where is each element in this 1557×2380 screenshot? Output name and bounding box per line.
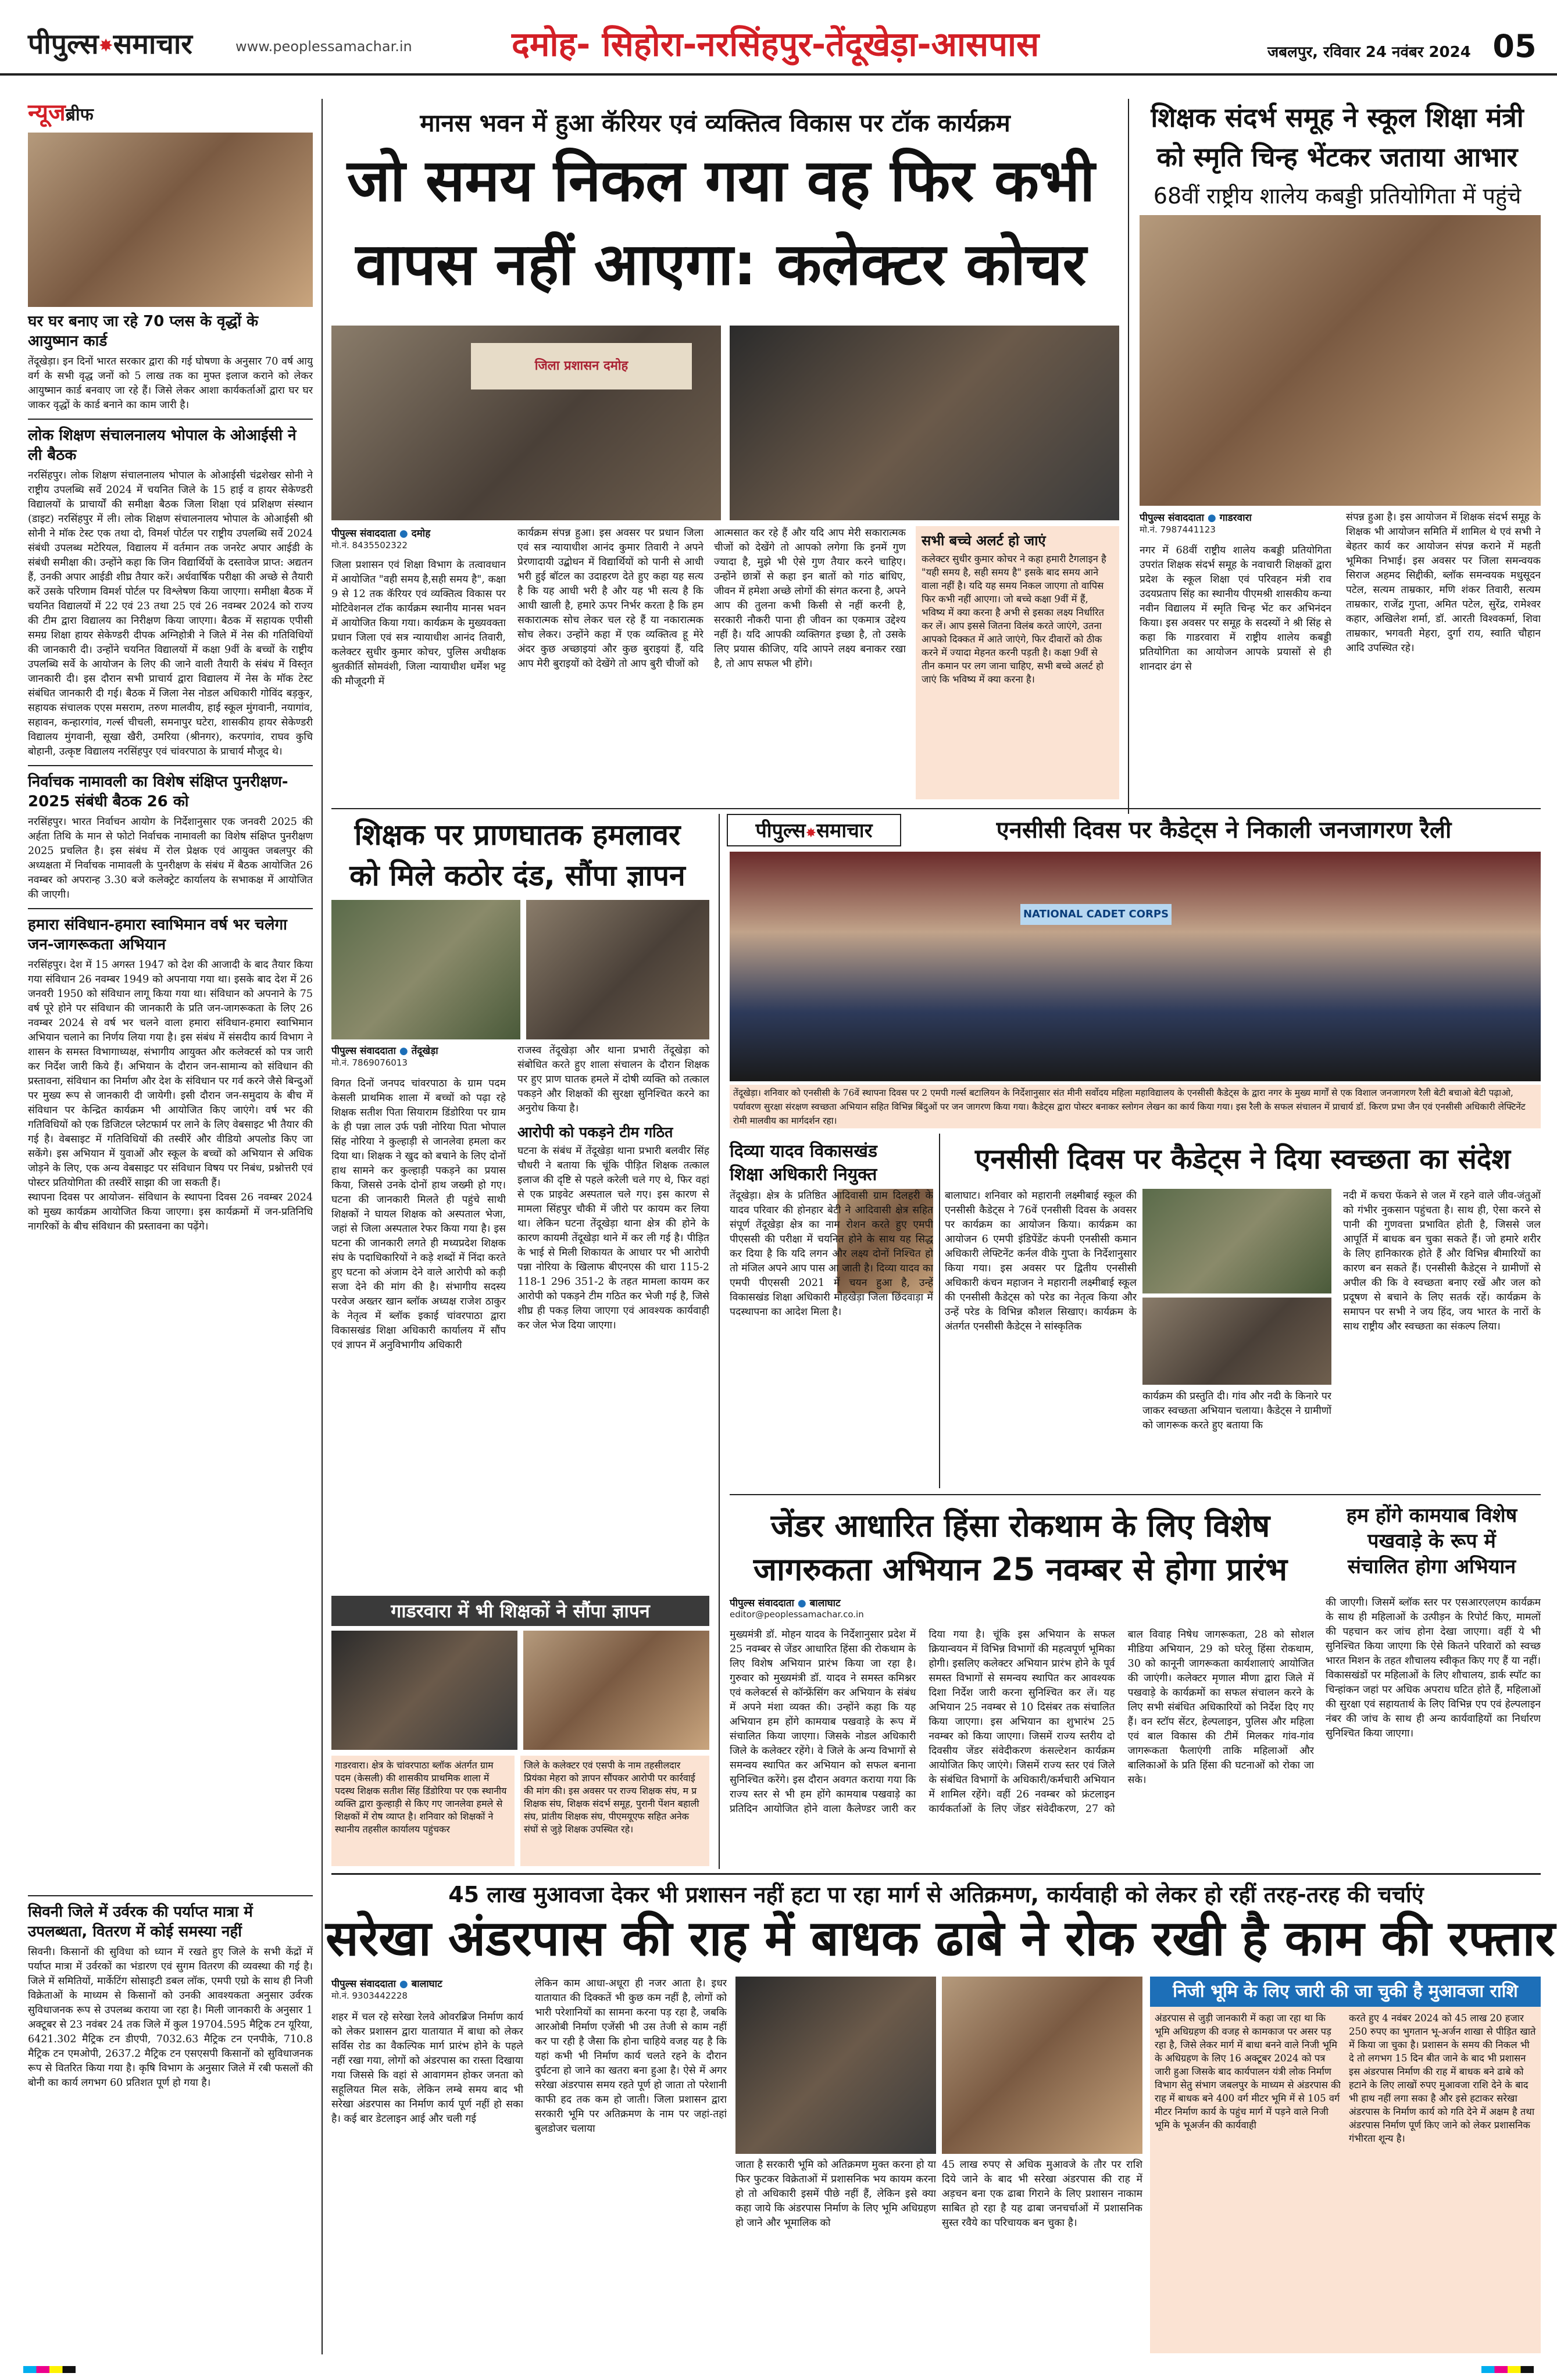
brief-headline-fertilizer: सिवनी जिले में उर्वरक की पर्याप्त मात्रा में उपलब्धता, वितरण में कोई समस्या नहीं xyxy=(28,1903,253,1941)
attack-body-col1: विगत दिनों जनपद चांवरपाठा के ग्राम पदम केसली प्राथमिक शाला में बच्चों को पढ़ा रहे शिक्षक सतीश पिता सियाराम डिंडोरिया पर ग्राम के ही पन्ना लाल उर्फ पन्नी नोरिया पिता भोपाल सिंह नोरिया ने कुल्हाड़ी से जानलेवा हमला कर दिया था। शिक्षक ने खुद को बचाने के लिए दोनों हाथ सामने कर कुल्हाड़ी पकड़ने का प्रयास किया, जिससे उनके दोनों हाथ जख्मी हो गए। घटना की जानकारी मिलते ही पहुंचे साथी शिक्षकों ने घायल शिक्षक को अस्पताल भेजा, जहां से जिला अस्पताल रेफर किया गया है। इस घटना की जानकारी लगते ही मध्यप्रदेश शिक्षक संघ के पदाधिकारियों ने कड़े शब्दों में निंदा करते हुए घटना को अंजाम देने वाले आरोपी को कड़ी सजा देने की मांग की है। संभागीय सदस्य परवेज अख्तर खान ब्लॉक अध्यक्ष राजेश ठाकुर के नेतृत्व में ब्लॉक इकाई चांवरपाठा द्वारा विकासखंड शिक्षा अधिकारी कार्यालय में सौंप एवं ज्ञापन में अनुविभागीय अधिकारी xyxy=(331,1078,506,1351)
underpass-col1: शहर में चल रहे सरेखा रेलवे ओवरब्रिज निर्माण कार्य को लेकर प्रशासन द्वारा यातायात में बाधा को लेकर सर्विस रोड का वैकल्पिक मार्ग प्रारंभ होने के पहले नहीं रखा गया, लोगों को अंडरपास का रास्ता दिखाया गया जिससे कि वहां से आवागमन होकर जनता को सहूलियत मिल सके, लेकिन लम्बे समय बाद भी सरेखा अंडरपास का निर्माण कार्य पूर्ण नहीं हो सका है। कई बार डेटलाइन आई और चली गई xyxy=(331,2011,523,2125)
brief-body-electoral: नरसिंहपुर। भारत निर्वाचन आयोग के निर्देशानुसार एक जनवरी 2025 की अर्हता तिथि के मान से फोटो निर्वाचक नामावली का विशेष संक्षिप्त पुनरीक्षण 2025 प्रचलित है। इस संबंध में रोल प्रेक्षक एवं आयुक्त जबलपुर की अध्यक्षता में निर्वाचक नामावली के पुनरीक्षण के संबंध में बैठक आयोजित 26 नवम्बर को अपरान्ह 3.30 बजे कलेक्ट्रेट कार्यालय के सभाकक्ष में आयोजित की जाएगी। xyxy=(28,816,313,900)
news-brief-label-b: ब्रीफ xyxy=(65,105,94,125)
credit-name: पीपुल्स संवाददाता xyxy=(331,1978,396,1990)
brief-headline-electoral: निर्वाचक नामावली का विशेष संक्षिप्त पुनरीक्षण- 2025 संबंधी बैठक 26 को xyxy=(28,773,288,810)
lead-mobile: मो.नं. 8435502322 xyxy=(331,540,408,551)
attack-photo-left xyxy=(331,900,520,1039)
news-brief-column xyxy=(28,99,313,1872)
ncc-clean-col3: नदी में कचरा फेंकने से जल में रहने वाले जीव-जंतुओं को गंभीर नुकसान पहुंचता है। साथ ही, ऐसा करने से पानी की गुणवत्ता प्रभावित होती है, जिससे जल आपूर्ति में बाधक बन चुका सकते हैं। जो हमारे शरीर के लिए हानिकारक होते हैं और विभिन्न बीमारियों का कारण बन सकते हैं। एनसीसी कैडेट्स ने ग्रामीणों से अपील की कि वे स्वच्छता बनाए रखें और जल को प्रदूषण से बचाने के लिए सतर्क रहें। कार्यक्रम के समापन पर सभी ने जय हिंद, जय भारत के नारों के साथ राष्ट्रीय और स्वच्छता का संकल्प लिया। xyxy=(1343,1190,1541,1332)
row-divider xyxy=(331,1873,1541,1875)
attack-headline-2: को मिले कठोर दंड, सौंपा ज्ञापन xyxy=(349,859,685,892)
underpass-photo-right xyxy=(942,1977,1142,2154)
divider xyxy=(28,419,313,420)
gender-side-headline-3: संचालित होगा अभियान xyxy=(1347,1555,1516,1578)
attack-headline-1: शिक्षक पर प्राणघातक हमलावर xyxy=(354,818,681,852)
memo-heading: गाडरवारा में भी शिक्षकों ने सौंपा ज्ञापन xyxy=(331,1596,709,1626)
brief-fertilizer xyxy=(28,1895,313,2354)
dot-icon: ● xyxy=(797,1598,806,1609)
underpass-caption-right: 45 लाख रुपए से अधिक मुआवजे के तौर पर राशि दिये जाने के बाद भी सरेखा अंडरपास की राह में अड़चन बना एक ढाबा गिराने के लिए प्रशासन नाकाम साबित हो रहा है यह ढाबा जनचर्चाओं में प्रशासनिक सुस्त रवैये का परिचायक बन चुका है। xyxy=(942,2159,1142,2229)
gender-email: editor@peoplessamachar.co.in xyxy=(730,1609,864,1620)
underpass-credit xyxy=(331,1977,523,1990)
right-top-headline-2: को स्मृति चिन्ह भेंटकर जताया आभार xyxy=(1156,141,1518,173)
divider xyxy=(28,765,313,766)
credit-place: गाडरवारा xyxy=(1219,512,1252,524)
title-part-aaspaas: आसपास xyxy=(931,24,1040,64)
ncc-clean-caption: कार्यक्रम की प्रस्तुति दी। गांव और नदी के किनारे पर जाकर स्वच्छता अभियान चलाया। कैडेट्स ने ग्रामीणों को जागरूक करते हुए बताया कि xyxy=(1142,1391,1331,1431)
lead-body-col3: आत्मसात कर रहे हैं और यदि आप मेरी सकारात्मक चीजों को देखेंगे तो आपको लगेगा कि इनमें गुण ज्यादा है, मुझे भी ऐसे गुण तैयार करने चाहिए। उन्होंने छात्रों से कहा इन बातों को गांठ बांधिए, जीवन में हमेशा अच्छे लोगों की संगत करना है, अपने आप की तुलना कभी किसी से नहीं करनी है, सरकारी नौकरी पाना ही जीवन का एकमात्र उद्देश्य नहीं है। यदि आपकी व्यक्तिगत इच्छा है, तो उसके लिए प्रयास कीजिए, यदि आपने लक्ष्य बनाकर रखा है, तो आप सफल भी होंगे। xyxy=(714,527,906,670)
lead-headline-1: जो समय निकल गया वह फिर कभी xyxy=(347,146,1095,215)
right-top-photo xyxy=(1140,215,1541,506)
attack-body-col2b: घटना के संबंध में तेंदूखेड़ा थाना प्रभारी बलवीर सिंह चौधरी ने बताया कि चूंकि पीड़ित शिक्षक तत्काल इलाज की दृष्टि से पहले करेली चले गए थे, फिर वहां से एक प्राइवेट अस्पताल चले गए। इस कारण से मामला सिंहपुर चौकी में जीरो पर कायम कर लिया था। लेकिन घटना तेंदूखेड़ा थाना क्षेत्र की होने के कारण कायमी तेंदूखेड़ा थाने में कर ली गई है। पीड़ित के भाई से मिली शिकायत के आधार पर भी आरोपी पन्ना नोरिया के खिलाफ बीएनएस की धारा 115-2 118-1 296 351-2 के तहत मामला कायम कर आरोपी को पकड़ने टीम गठित कर भेजी गई है, जिसे शीघ्र ही पकड़ लिया जाएगा एवं आवश्यक कार्यवाही कर जेल भेज दिया जाएगा। xyxy=(517,1145,709,1331)
underpass-mobile: मो.नं. 9303442228 xyxy=(331,1991,408,2001)
news-brief-label-a: न्यूज xyxy=(28,99,66,126)
brief-body-fertilizer: सिवनी। किसानों की सुविधा को ध्यान में रखते हुए जिले के सभी केंद्रों में पर्याप्त मात्रा में उर्वरकों का भंडारण एवं सुगम वितरण की व्यवस्था की गई है। जिले में समितियों, मार्केटिंग सोसाइटी डबल लॉक, एमपी एग्रो के साथ ही निजी विक्रेताओं के माध्यम से किसानों को उनकी आवश्यकता अनुसार उर्वरक सुविधाजनक रूप से उपलब्ध कराया जा रहा है। मिली जानकारी के अनुसार 1 अक्टूबर से 23 नवंबर 24 तक जिले में कुल 19704.595 मैट्रिक टन यूरिया, 6421.302 मैट्रिक टन डीएपी, 7032.63 मैट्रिक टन एनपीके, 710.8 मैट्रिक टन एमओपी, 2637.2 मैट्रिक टन एसएसपी किसानों को सुविधाजनक रूप से वितरित किया गया है। कृषि विभाग के अनुसार जिले में रबी फसलों की बोनी का कार्य लगभग 60 प्रतिशत पूर्ण हो गया है। xyxy=(28,1946,313,2089)
column-divider xyxy=(719,814,720,1869)
divya-headline-1: दिव्या यादव विकासखंड xyxy=(730,1141,877,1162)
divider xyxy=(28,1895,313,1896)
cmyk-mark-icon xyxy=(23,2366,76,2373)
lead-box-body: कलेक्टर सुधीर कुमार कोचर ने कहा हमारी टैगलाइन है "यही समय है, सही समय है" इसके बाद समय आने वाला नहीं है। यदि यह समय निकल जाएगा तो वापिस फिर कभी नहीं आएगा। जो बच्चे कक्षा 9वीं में हैं, भविष्य में क्या करना है अभी से इसका लक्ष्य निर्धारित कर लें। आप इससे जितना विलंब करते जाएंगे, उतना आपको दिक्कत में आते जाएंगे, फिर दीवारों को ठीक करने में ज्यादा मेहनत करनी पड़ती है। कक्षा 9वीं से तीन कमान पर लग जाना चाहिए, सभी बच्चे अलर्ट हो जाएं कि भविष्य में क्या करना है। xyxy=(922,553,1106,685)
attack-credit xyxy=(331,1044,506,1057)
gender-body: मुख्यमंत्री डॉ. मोहन यादव के निर्देशानुसार प्रदेश में 25 नवम्बर से जेंडर आधारित हिंसा की रोकथाम के लिए विशेष अभियान प्रारंभ किया जा रहा है। गुरुवार को मुख्यमंत्री डॉ. यादव ने समस्त कमिश्नर एवं कलेक्टर्स से कॉन्फ्रेंसिंग कर अभियान के संबंध में अपने मंशा व्यक्त की। उन्होंने कहा कि यह अभियान हम होंगे कामयाब पखवाड़े के रूप में संचालित किया जाएगा। जिसके नोडल अधिकारी जिले के कलेक्टर रहेंगे। वे जिले के अन्य विभागों से समन्वय स्थापित कर अभियान को सफल बनाना सुनिश्चित करेंगे। इस दौरान अवगत कराया गया कि राज्य स्तर से भी हम होंगे कामयाब पखवाड़े का प्रतिदिन आयोजित होने वाला कैलेण्डर जारी कर दिया गया है। चूंकि इस अभियान के सफल क्रियान्वयन में विभिन्न विभागों की महत्वपूर्ण भूमिका होगी। इसलिए कलेक्टर अभियान प्रारंभ होने के पूर्व समस्त विभागों से समन्वय स्थापित कर आवश्यक दिशा निर्देश जारी करना सुनिश्चित कर लें। यह अभियान 25 नवम्बर से 10 दिसंबर तक संचालित किया जाएगा। इस अभियान का शुभारंभ 25 नवम्बर को किया जाएगा। जिसमें राज्य स्तरीय दो दिवसीय जेंडर संवेदीकरण कंसल्टेशन कार्यक्रम आयोजित किए जाएंगे। जिसमें राज्य स्तर एवं जिले के संबंधित विभागों के अधिकारी/कर्मचारी अभियान में शामिल रहेंगे। वहीं 26 नवम्बर को फ्रंटलाइन कार्यकर्ताओं के लिए जेंडर संवेदीकरण, 27 को बाल विवाह निषेध जागरूकता, 28 को सोशल मीडिया अभियान, 29 को घरेलू हिंसा रोकथाम, 30 को कानूनी जागरूकता कार्यशालाएं आयोजित की जाएंगी। कलेक्टर मृणाल मीणा द्वारा जिले में पखवाड़े के कार्यक्रमों का सफल संचालन करने के लिए सभी संबंधित अधिकारियों को निर्देश दिए गए हैं। वन स्टॉप सेंटर, हेल्पलाइन, पुलिस और महिला एवं बाल विकास की टीमें मिलकर गांव-गांव जागरूकता फैलाएंगी ताकि महिलाओं और बालिकाओं के प्रति हिंसा की घटनाओं को रोका जा सके। xyxy=(730,1629,1314,1815)
gender-headline-2: जागरुकता अभियान 25 नवम्बर से होगा प्रारंभ xyxy=(753,1551,1288,1588)
divya-headline-2: शिक्षा अधिकारी नियुक्त xyxy=(730,1164,877,1185)
logo-star-icon: ✸ xyxy=(805,826,817,841)
credit-place: बालाघाट xyxy=(809,1598,841,1609)
gender-side-body: की जाएगी। जिसमें ब्लॉक स्तर पर एसआरएलएम कार्यक्रम के साथ ही महिलाओं के उत्पीड़न के रिपोर्ट किए, मामलों की पहचान कर जांच होना देखा जाएगा। वहीं ये भी सुनिश्चित किया जाएगा कि ऐसे कितने परिवारों को स्वच्छ भारत मिशन के तहत शौचालय स्वीकृत किए गए हैं या नहीं। विकासखंडों पर महिलाओं के लिए शौचालय, डार्क स्पॉट का चिन्हांकन जहां पर अधिक अपराध घटित होते हैं, महिलाओं की सुरक्षा एवं सहायतार्थ के लिए विभिन्न एप एवं हेल्पलाइन नंबर की जांच के साथ ही अन्य कार्यवाहियों का निर्धारण सुनिश्चित किया जाएगा। xyxy=(1326,1597,1541,1739)
credit-name: पीपुल्स संवाददाता xyxy=(331,1045,396,1057)
brief-body-constitution: नरसिंहपुर। देश में 15 अगस्त 1947 को देश की आजादी के बाद तैयार किया गया संविधान 26 नवम्बर 1949 को अपनाया गया था। इसके बाद देश में 26 जनवरी 1950 को संविधान लागू किया गया था। संविधान को अपनाने के 75 वर्ष पूरे होने पर संविधान की जानकारी के प्रति जन-जागरूकता के लिए 26 नवम्बर 2024 से वर्ष भर चलने वाला हमारा संविधान-हमारा स्वाभिमान अभियान चलाने का निर्णय लिया गया है। इस संबंध में संसदीय कार्य विभाग ने शासन के समस्त विभागाध्यक्ष, संभागीय आयुक्त और कलेक्टर्स को पत्र जारी कर निर्देश जारी किये हैं। अभियान के दौरान जन-सामान्य को संविधान की प्रस्तावना, संविधान का निर्माण और देश के संविधान पर गर्व करने जैसे बिन्दुओं पर मुख्य रूप से जानकारी दी जायेगी। इसी दौरान जन-समुदाय के बीच में संविधान पर केन्द्रित कार्यक्रम भी आयोजित किए जाएंगे। वर्ष भर की गतिविधियों को एक डिजिटल प्लेटफार्म पर लाने के लिए वेबसाइट भी तैयार की गई है। वेबसाइट में गतिविधियों की तस्वीरें और वीडियो अपलोड किए जा सकेंगे। इस अभियान में युवाओं और स्कूल के बच्चों को अभियान से अधिक जोड़ने के लिए, एक अन्य वेबसाइट पर संविधान विषय पर निबंध, प्रश्नोत्तरी एवं पोस्टर प्रतियोगिता की तस्वीरें साझा की जा सकती हैं। xyxy=(28,959,313,1189)
brief-headline-ayushman: घर घर बनाए जा रहे 70 प्लस के वृद्धों के आयुष्मान कार्ड xyxy=(28,313,259,350)
right-top-deck: 68वीं राष्ट्रीय शालेय कबड्डी प्रतियोगिता में पहुंचे xyxy=(1153,183,1522,209)
ncc-clean-photo-bottom xyxy=(1142,1298,1331,1385)
row-divider xyxy=(730,1494,1541,1495)
lead-kicker: मानस भवन में हुआ कॅरियर एवं व्यक्तित्व विकास पर टॉक कार्यक्रम xyxy=(420,109,1010,137)
dateline: जबलपुर, रविवार 24 नवंबर 2024 xyxy=(1267,44,1471,61)
row-divider xyxy=(331,808,1541,809)
ncc-clean-col1: बालाघाट। शनिवार को महारानी लक्ष्मीबाई स्कूल की एनसीसी कैडेट्स ने 76वें एनसीसी दिवस के अवसर पर कार्यक्रम का आयोजन किया। कार्यक्रम का आयोजन 6 एमपी इंडिपेंडेंट कंपनी एनसीसी कमान अधिकारी लेफ्टिनेंट कर्नल वीके गुप्ता के निर्देशानुसार किया गया। इस अवसर पर द्वितीय एनसीसी अधिकारी कंचन महाजन ने महारानी लक्ष्मीबाई स्कूल की एनसीसी कैडेट्स को परेड का नेतृत्व किया और उन्हें परेड के विभिन्न कौशल सिखाए। कार्यक्रम के अंतर्गत एनसीसी कैडेट्स ने सांस्कृतिक xyxy=(945,1190,1137,1332)
right-top-byline xyxy=(1140,510,1331,535)
brief-body-constitution-2: स्थापना दिवस पर आयोजन- संविधान के स्थापना दिवस 26 नवम्बर 2024 को मुख्य कार्यक्रम आयोजित किया जाएगा। इस कार्यक्रमों में जन-प्रतिनिधि नागरिकों के बीच संविधान की प्रस्तावना का पढ़ेंगे। xyxy=(28,1192,313,1232)
gender-side-headline-1: हम होंगे कामयाब विशेष xyxy=(1346,1504,1517,1527)
logo-word-peoples: पीपुल्स xyxy=(28,28,99,60)
credit-name: पीपुल्स संवाददाता xyxy=(1140,512,1204,524)
attack-mobile: मो.नं. 7869076013 xyxy=(331,1057,408,1068)
attack-subhead: आरोपी को पकड़ने टीम गठित xyxy=(517,1124,673,1141)
underpass-headline: सरेखा अंडरपास की राह में बाधक ढाबे ने रोक रखी है काम की रफ्तार xyxy=(326,1910,1555,1967)
logo-word-samachar: समाचार xyxy=(113,28,192,60)
right-top-col1: नगर में 68वीं राष्ट्रीय शालेय कबड्डी प्रतियोगिता उपरांत शिक्षक संदर्भ समूह के नवाचारी शिक्षकों द्वारा प्रदेश के स्कूल शिक्षा एवं परिवहन मंत्री राव उदयप्रताप सिंह का स्थानीय पीएमश्री शासकीय कन्या नवीन विद्यालय में स्मृति चिन्ह भेंट कर अभिनंदन किया। इस अवसर पर समूह के सदस्यों ने श्री सिंह से कहा कि गाडरवारा में राष्ट्रीय शालेय कबड्डी प्रतियोगिता का आयोजन आपके प्रयासों से ही शानदार ढंग से xyxy=(1140,545,1331,673)
attack-byline xyxy=(331,1044,506,1069)
right-top-mobile: मो.नं. 7987441123 xyxy=(1140,524,1216,535)
memo-photo-right xyxy=(523,1631,709,1750)
dot-icon: ● xyxy=(1207,512,1216,524)
attack-body-col2: राजस्व तेंदूखेड़ा और थाना प्रभारी तेंदूखेड़ा को संबोधित करते हुए शाला संचालन के दौरान शिक्षक पर हुए प्राण घातक हमले में दोषी व्यक्ति को तत्काल पकड़ने और शिक्षकों की सुरक्षा सुनिश्चित करने का अनुरोध किया है। xyxy=(517,1045,709,1114)
attack-col2 xyxy=(517,1044,709,1588)
underpass-col2: लेकिन काम आधा-अधूरा ही नजर आता है। इधर यातायात की दिक्कतें भी कुछ कम नहीं है, लोगों को भारी परेशानियों का सामना करना पड़ रहा है, जबकि आरओबी निर्माण एजेंसी भी उस तेजी से काम नहीं कर पा रही है जैसा कि होना चाहिये वजह यह है कि यहां कभी भी निर्माण कार्य चलते रहने के दौरान दुर्घटना हो जाने का खतरा बना हुआ है। ऐसे में अगर सरेखा अंडरपास समय रहते पूर्ण हो जाता तो परेशानी काफी हद तक कम हो जाती। जिला प्रशासन द्वारा सरकारी भूमि पर अतिक्रमण के नाम पर जहां-तहां बुलडोजर चलाया xyxy=(535,1978,727,2135)
lead-headline-2: वापस नहीं आएगा: कलेक्टर कोचर xyxy=(355,230,1087,298)
stage-banner: जिला प्रशासन दमोह xyxy=(471,343,692,389)
underpass-byline xyxy=(331,1977,523,2002)
underpass-kicker: 45 लाख मुआवजा देकर भी प्रशासन नहीं हटा पा रहा मार्ग से अतिक्रमण, कार्यवाही को लेकर हो रहीं तरह-तरह की चर्चाएं xyxy=(448,1882,1424,1907)
cmyk-mark-icon xyxy=(1481,2366,1534,2373)
lead-credit xyxy=(331,526,506,539)
memo-caption-right: जिले के कलेक्टर एवं एसपी के नाम तहसीलदार प्रियंका मेहरा को ज्ञापन सौंपकर आरोपी पर कार्रवाई की मांग की। इस अवसर पर राज्य शिक्षक संघ, म प्र शिक्षक संघ, शिक्षक संदर्भ समूह, पुरानी पेंशन बहाली संघ, प्रांतीय शिक्षक संघ, पीएमयूएफ सहित अनेक संघों से जुड़े शिक्षक उपस्थित रहे। xyxy=(520,1756,709,1866)
brief-body-ayushman: तेंदूखेड़ा। इन दिनों भारत सरकार द्वारा की गई घोषणा के अनुसार 70 वर्ष आयु वर्ग के सभी वृद्ध जनों को 5 लाख तक का मुफ्त इलाज कराने को लेकर आयुष्मान कार्ड बनवाए जा रहे हैं। जिसे लेकर आशा कार्यकर्ताओं द्वारा घर घर जाकर वृद्धों के कार्ड बनाने का काम जारी है। xyxy=(28,356,313,411)
lead-photo-stage xyxy=(331,326,721,520)
masthead-logo xyxy=(28,24,192,62)
page-number: 05 xyxy=(1492,28,1537,65)
lead-body-col1: जिला प्रशासन एवं शिक्षा विभाग के तत्वावधान में आयोजित "वही समय है,सही समय है", कक्षा 9 से 12 तक कॅरियर एवं व्यक्तित्व विकास पर मोटिवेशनल टॉक कार्यक्रम स्थानीय मानस भवन में आयोजित किया गया। कार्यक्रम के मुख्यवक्ता प्रधान जिला एवं सत्र न्यायाधीश आनंद तिवारी, कलेक्टर सुधीर कुमार कोचर, पुलिस अधीक्षक श्रुतकीर्ति सोमवंशी, जिला न्यायाधीश धर्मेश भट्ट की मौजूदगी में xyxy=(331,559,506,687)
gender-credit xyxy=(730,1596,927,1609)
underpass-caption-left: जाता है सरकारी भूमि को अतिक्रमण मुक्त करना हो या फिर फुटकर विक्रेताओं में प्रशासनिक भय कायम करना हो तो अधिकारी इसमें पीछे नहीं हैं, लेकिन इसे क्या कहा जाये कि अंडरपास निर्माण के लिए भूमि अधिग्रहण हो जाने और भूमालिक को xyxy=(735,2159,936,2229)
credit-place: बालाघाट xyxy=(411,1978,442,1990)
logo-word-samachar: समाचार xyxy=(816,819,873,842)
brief-photo-ayushman xyxy=(28,133,313,307)
credit-name: पीपुल्स संवाददाता xyxy=(331,528,396,539)
dot-icon: ● xyxy=(399,1978,408,1990)
credit-name: पीपुल्स संवाददाता xyxy=(730,1598,794,1609)
right-top-headline-1: शिक्षक संदर्भ समूह ने स्कूल शिक्षा मंत्री xyxy=(1151,102,1524,133)
divider xyxy=(28,908,313,909)
lead-box-heading: सभी बच्चे अलर्ट हो जाएं xyxy=(922,533,1046,549)
title-part-narsinghpur: नरसिंहपुर- xyxy=(697,24,826,64)
lead-byline xyxy=(331,526,506,551)
underpass-box-heading: निजी भूमि के लिए जारी की जा चुकी है मुआवजा राशि xyxy=(1150,1977,1541,2007)
column-divider xyxy=(322,99,323,2354)
ncc-clean-photo-top xyxy=(1142,1189,1331,1293)
ncc-rally-photo xyxy=(730,852,1541,1081)
gender-side-headline-2: पखवाड़े के रूप में xyxy=(1367,1530,1496,1553)
attack-photo-right xyxy=(526,900,709,1039)
ncc-clean-headline: एनसीसी दिवस पर कैडेट्स ने दिया स्वच्छता का संदेश xyxy=(975,1143,1510,1175)
website: www.peoplessamachar.in xyxy=(235,38,412,55)
memo-caption-left: गाडरवारा। क्षेत्र के चांवरपाठा ब्लॉक अंतर्गत ग्राम पदम (केसली) की शासकीय प्राथमिक शाला में पदस्थ शिक्षक सतीश सिंह डिंडोरिया पर एक स्थानीय व्यक्ति द्वारा कुल्हाड़ी से किए गए जानलेवा हमले से शिक्षकों में रोष व्याप्त है। शनिवार को शिक्षकों ने स्थानीय तहसील कार्यालय पहुंचकर xyxy=(331,1756,515,1866)
memo-photo-left xyxy=(331,1631,517,1750)
masthead xyxy=(0,0,1557,76)
page-title xyxy=(512,20,1140,66)
underpass-box-col1: अंडरपास से जुड़ी जानकारी में कहा जा रहा था कि भूमि अधिग्रहण की वजह से कामकाज पर असर पड़ रहा है, जिसे लेकर मार्ग में बाधा बनने वाले निजी भूमि के अधिग्रहण के लिए 16 अक्टूबर 2024 को पत्र जारी हुआ जिसके बाद कार्यपालन यंत्री लोक निर्माण विभाग सेतु संभाग जबलपुर के माध्यम से अंडरपास की राह में बाधक बने 400 वर्ग मीटर भूमि में से 105 वर्ग मीटर निर्माण कार्य के पहुंच मार्ग में पड़ने वाले निजी भूमि के भूअर्जन की कार्यवाही xyxy=(1155,2013,1341,2131)
brief-headline-dpi: लोक शिक्षण संचालनालय भोपाल के ओआईसी ने ली बैठक xyxy=(28,427,297,464)
title-part-sihora: सिहोरा- xyxy=(602,24,697,64)
ncc-rally-headline: एनसीसी दिवस पर कैडेट्स ने निकाली जनजागरण रैली xyxy=(996,817,1452,844)
registration-marks xyxy=(23,2364,1534,2375)
lead-photo-audience xyxy=(730,326,1119,520)
logo-star-icon: ✸ xyxy=(98,35,113,56)
brief-headline-constitution: हमारा संविधान-हमारा स्वाभिमान वर्ष भर चलेगा जन-जागरूकता अभियान xyxy=(28,916,287,953)
right-top-credit xyxy=(1140,510,1331,524)
title-part-tendukheda: तेंदूखेड़ा- xyxy=(826,24,931,64)
underpass-box-col2: करते हुए 4 नवंबर 2024 को 45 लाख 20 हजार 250 रुपए का भुगतान भू-अर्जन शाखा से पीड़ित खाते में किया जा चुका है। प्रशासन के समय की निकल भी दे तो लगभग 15 दिन बीत जाने के बाद भी प्रशासन इस अंडरपास निर्माण की राह में बाधक बने ढाबे को हटाने के लिए लाखों रुपए मुआवजा राशि देने के बाद भी हाथ नहीं लगा सका है और इसे हटाकर सरेखा अंडरपास के निर्माण कार्य को गति देने में अक्षम है तथा अंडरपास निर्माण पूर्ण किए जाने को लेकर प्रशासनिक गंभीरता शून्य है। xyxy=(1349,2013,1536,2144)
underpass-box xyxy=(1150,1977,1541,2353)
brief-body-dpi: नरसिंहपुर। लोक शिक्षण संचालनालय भोपाल के ओआईसी चंद्रशेखर सोनी ने राष्ट्रीय उपलब्धि सर्वे 2024 में चयनित जिले के 15 हाई व हायर सेकेण्डरी विद्यालयों के प्राचार्यों की समीक्षा बैठक जिला शिक्षा एवं प्रशिक्षण संस्थान (डाइट) नरसिंहपुर में ली। लोक शिक्षण संचालनालय भोपाल के ओआईसी श्री सोनी ने मॉक टेस्ट एक तथा दो, विमर्श पोर्टल पर राष्ट्रीय उपलब्धि सर्वे 2024 संबंधी उपलब्ध मटेरियल, विद्यालय में वर्तमान तक जनरेट अपार आईडी के संबंधी समीक्षा की। उन्होंने कहा कि जिन विद्यार्थियों के दस्तावेज प्राप्त: अद्यतन हैं, उनकी अपार आईडी शीघ्र तैयार करें। अर्धवार्षिक परीक्षा की अच्छे से तैयारी करें उसके परिणाम विमर्श पोर्टल पर विश्लेषण किया जाएगा। समीक्षा बैठक में चयनित विद्यालयों में 22 एवं 23 तथा 25 एवं 26 नवम्बर 2024 को राज्य की टीम द्वारा विद्यालय का निरीक्षण किया जाएगा। बैठक में सहायक एपीसी समग्र शिक्षा हायर सेकेण्डरी दीपक अग्निहोत्री ने जिले में नेस की गतिविधियों की जानकारी दी। उन्होंने चयनित विद्यालयों में कक्षा 9वीं के बच्चों के राष्ट्रीय उपलब्धि सर्वे के आयोजन के लिए की जाने वाली तैयारी के संबंध में विस्तृत जानकारी दी। इस दौरान सभी प्राचार्य द्वारा विद्यालय में नेस के मॉक टेस्ट संबंधित जानकारी दी गई। बैठक में जिला नेस नोडल अधिकारी गोविंद बड़कुर, सहायक संचालक एएस मसराम, तरुण मालवीय, हाई स्कूल मुंगवानी, नयागांव, सहावन, कन्हारगांव, गर्ल्स चीचली, समनापुर घटेरा, शासकीय हायर सेकेण्डरी विद्यालय मुंगवानी, सूखा खैरी, उमरिया (श्रीनगर), करपगांव, राघव कुचि बोहानी, उत्कृष्ट विद्यालय नरसिंहपुर एवं चांवरपाठा के प्राचार्य मौजूद थे। xyxy=(28,470,313,757)
divya-body: तेंदूखेड़ा। क्षेत्र के प्रतिष्ठित आदिवासी ग्राम दिलहरी के यादव परिवार की होनहार बेटी ने आदिवासी क्षेत्र सहित संपूर्ण तेंदूखेड़ा क्षेत्र का नाम रोशन करते हुए एमपी पीएससी की परीक्षा में चयनित होने के साथ यह सिद्ध कर दिया है कि यदि लगन और लक्ष्य दोनों निश्चित हो तो मंजिल अपने आप पास आ जाती है। दिव्या यादव का एमपी पीएससी 2021 में चयन हुआ है, उन्हें विकासखंड शिक्षा अधिकारी मोहखेड़ा जिला छिंदवाड़ा में पदस्थापना का आदेश मिला है। xyxy=(730,1190,933,1318)
column-divider xyxy=(1128,99,1129,814)
credit-place: तेंदूखेड़ा xyxy=(411,1045,438,1057)
credit-place: दमोह xyxy=(411,528,431,539)
ncc-banner: NATIONAL CADET CORPS xyxy=(1020,904,1172,925)
gender-byline xyxy=(730,1596,927,1620)
lead-body-col2: कार्यक्रम संपन्न हुआ। इस अवसर पर प्रधान जिला एवं सत्र न्यायाधीश आनंद कुमार तिवारी ने अपने प्रेरणादायी उद्बोधन में विद्यार्थियों को पानी से आधी भरी हुई बॉटल का उदाहरण देते हुए कहा यह सत्य है कि यह आधी भरी है और यह भी सत्य है कि आधी खाली है, हमारे ऊपर निर्भर करता है कि हम सकारात्मक सोच लेकर चल रहे हैं या नकारात्मक सोच लेकर। उन्होंने कहा में एक व्यक्तित्व हू मेरे अंदर कुछ अच्छाइयां और कुछ बुराइयां हैं, यदि आप मेरी बुराइयों को देखेंगे तो आप बुरी चीजों को xyxy=(517,527,703,670)
ncc-rally-caption: तेंदूखेड़ा। शनिवार को एनसीसी के 76वें स्थापना दिवस पर 2 एमपी गर्ल्स बटालियन के निर्देशानुसार संत मीनी सर्वोदय महिला महाविद्यालय के एनसीसी कैडेट्स के द्वारा नगर के मुख्य मार्गों से एक विशाल जनजागरण रैली बेटी बचाओ बेटी पढ़ाओ, पर्यावरण सुरक्षा संरक्षण स्वच्छता अभियान सहित विभिन्न बिंदुओं पर जन जागरण किया गया। कैडेट्स द्वारा पोस्टर बनाकर स्लोगन लेखन का कार्य किया गया। इस रैली के सफल संचालन में प्राचार्य डॉ. किरण प्रभा जैन एवं एनसीसी अधिकारी लेफ्टिनेंट रोमी मालवीय का मार्गदर्शन रहा। xyxy=(730,1085,1541,1128)
underpass-photo-left xyxy=(735,1977,936,2154)
column-divider xyxy=(939,1134,940,1488)
dot-icon: ● xyxy=(399,528,408,539)
ncc-rally-header xyxy=(727,814,1541,849)
gender-side-headline xyxy=(1323,1503,1541,1579)
title-part-damoh: दमोह- xyxy=(512,24,591,64)
ncc-logo xyxy=(727,814,901,846)
lead-box xyxy=(916,526,1119,799)
right-top-col2: संपन्न हुआ है। इस आयोजन में शिक्षक संदर्भ समूह के शिक्षक भी आयोजन समिति में शामिल थे एवं सभी ने बेहतर कार्य कर आयोजन संपन्न कराने में महती भूमिका निभाई। इस अवसर पर जिला समन्वयक सिराज अहमद सिद्दीकी, ब्लॉक समन्वयक मधुसूदन पटेल, सत्यम ताम्रकार, मणि शंकर तिवारी, सत्यम ताम्रकार, राजेंद्र गुप्ता, अमित पटेल, सुरेंद्र, रामेश्वर कहार, अखिलेश शर्मा, डॉ. आरती विश्वकर्मा, शिवा ताम्रकार, भगवती मेहरा, दुर्गा राय, स्वाति चौहान आदि उपस्थित रहे। xyxy=(1346,512,1541,654)
logo-word-peoples: पीपुल्स xyxy=(755,819,806,842)
gender-headline-1: जेंडर आधारित हिंसा रोकथाम के लिए विशेष xyxy=(770,1507,1270,1544)
dot-icon: ● xyxy=(399,1045,408,1057)
news-brief-label xyxy=(28,99,313,129)
